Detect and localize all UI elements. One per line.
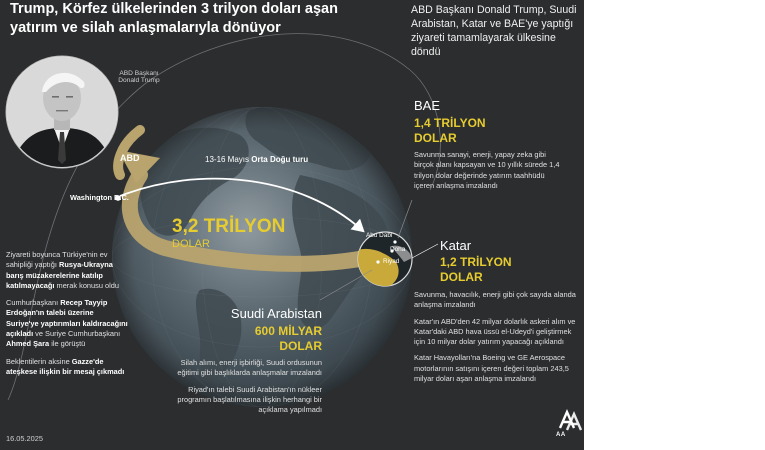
headline-line-2: yatırım ve silah anlaşmalarıyla dönüyor bbox=[10, 20, 281, 36]
saudi-details bbox=[162, 358, 322, 415]
uae-text: Savunma sanayi, enerji, yapay zeka gibi birçok alanı kapsayan ve 10 yıllık sürede 1,4 trilyon dolar değerinde yatırım taahhüdü içeren anlaşma imzalandı bbox=[414, 150, 560, 190]
left-note-1-b: Rusya-Ukrayna barış müzakerelerine katılıp katılmayacağı bbox=[6, 260, 113, 290]
uae-amount: 1,4 TRİLYON bbox=[414, 116, 486, 130]
abd-label: ABD bbox=[120, 153, 140, 163]
left-notes bbox=[6, 250, 128, 377]
saudi-name: Suudi Arabistan bbox=[230, 306, 322, 321]
uae-unit: DOLAR bbox=[414, 131, 457, 145]
qatar-block bbox=[440, 238, 582, 285]
left-note-3-b: Gazze'de ateşkese ilişkin bir mesaj çıkmadı bbox=[6, 356, 125, 376]
city-doha: Doha bbox=[390, 246, 406, 253]
left-note-2-c: ve Suriye Cumhurbaşkanı bbox=[33, 329, 121, 339]
tour-name: Orta Doğu turu bbox=[251, 155, 309, 164]
total-amount-block bbox=[172, 216, 285, 250]
city-abu-dhabi: Abu Dabi bbox=[366, 232, 393, 239]
publish-date: 16.05.2025 bbox=[6, 434, 43, 443]
portrait-caption-line-2: Donald Trump bbox=[118, 77, 160, 84]
intro-text: ABD Başkanı Donald Trump, Suudi Arabistan, Katar ve BAE'ye yaptığı ziyareti tamamlayarak ülkesine döndü bbox=[411, 4, 577, 58]
aa-logo: AA bbox=[556, 432, 566, 438]
left-note-2-a: Cumhurbaşkanı bbox=[6, 298, 61, 308]
saudi-unit: DOLAR bbox=[279, 339, 322, 353]
saudi-p2: Riyad'ın talebi Suudi Arabistan'ın nükleer programın başlatılmasına ilişkin herhangi bir açıklama yapılmadı bbox=[177, 384, 322, 415]
washington-label: Washington D.C. bbox=[70, 193, 129, 202]
saudi-amount: 600 MİLYAR bbox=[254, 324, 322, 338]
qatar-unit: DOLAR bbox=[440, 270, 483, 284]
qatar-amount: 1,2 TRİLYON bbox=[440, 255, 512, 269]
left-note-2-e: ile görüştü bbox=[49, 339, 86, 349]
left-note-2-b: Recep Tayyip Erdoğan'ın talebi üzerine Suriye'ye yaptırımları kaldıracağını açıkladı bbox=[6, 298, 128, 339]
tour-dates: 13-16 Mayıs bbox=[205, 155, 250, 164]
headline bbox=[10, 0, 380, 38]
qatar-p3: Katar Havayolları'na Boeing ve GE Aerospace motorlarının satışını içeren değeri toplam 243,5 milyar doları aşan anlaşma imzalandı bbox=[414, 353, 569, 384]
left-note-3 bbox=[6, 357, 128, 378]
portrait-caption bbox=[108, 70, 170, 84]
headline-line-1: Trump, Körfez ülkelerinden 3 trilyon doları aşan bbox=[10, 1, 338, 17]
total-unit: DOLAR bbox=[172, 238, 210, 250]
left-note-2 bbox=[6, 298, 128, 349]
left-note-2-d: Ahmed Şara bbox=[6, 339, 50, 349]
saudi-block bbox=[200, 306, 322, 354]
left-note-1-a: Ziyareti boyunca Türkiye'nin ev sahipliği yaptığı bbox=[6, 250, 108, 270]
left-note-3-a: Beklentilerin aksine bbox=[6, 356, 72, 366]
aa-logo-graphic bbox=[560, 412, 581, 430]
total-amount: 3,2 TRİLYON bbox=[172, 216, 286, 237]
trump-portrait bbox=[6, 56, 118, 170]
qatar-name: Katar bbox=[440, 238, 472, 253]
uae-name: BAE bbox=[414, 98, 441, 113]
left-note-1-c: merak konusu oldu bbox=[54, 280, 119, 290]
portrait-caption-line-1: ABD Başkanı bbox=[119, 70, 159, 77]
qatar-details bbox=[414, 290, 582, 384]
left-note-1 bbox=[6, 250, 128, 291]
tour-label bbox=[205, 155, 308, 164]
qatar-p1: Savunma, havacılık, enerji gibi çok sayıda alanda anlaşma imzalandı bbox=[414, 290, 576, 310]
qatar-p2: Katar'ın ABD'den 42 milyar dolarlık askeri alım ve Katar'daki ABD hava üssü el-Udeyd'i geliştirmek için 10 milyar dolar yatırım yapacağı açıklandı bbox=[414, 316, 576, 347]
city-riyadh: Riyad bbox=[383, 258, 400, 265]
uae-block bbox=[414, 98, 582, 191]
saudi-p1: Silah alımı, enerji işbirliği, Suudi ordusunun eğitimi gibi başlıklarda anlaşmalar imzalandı bbox=[177, 358, 322, 378]
